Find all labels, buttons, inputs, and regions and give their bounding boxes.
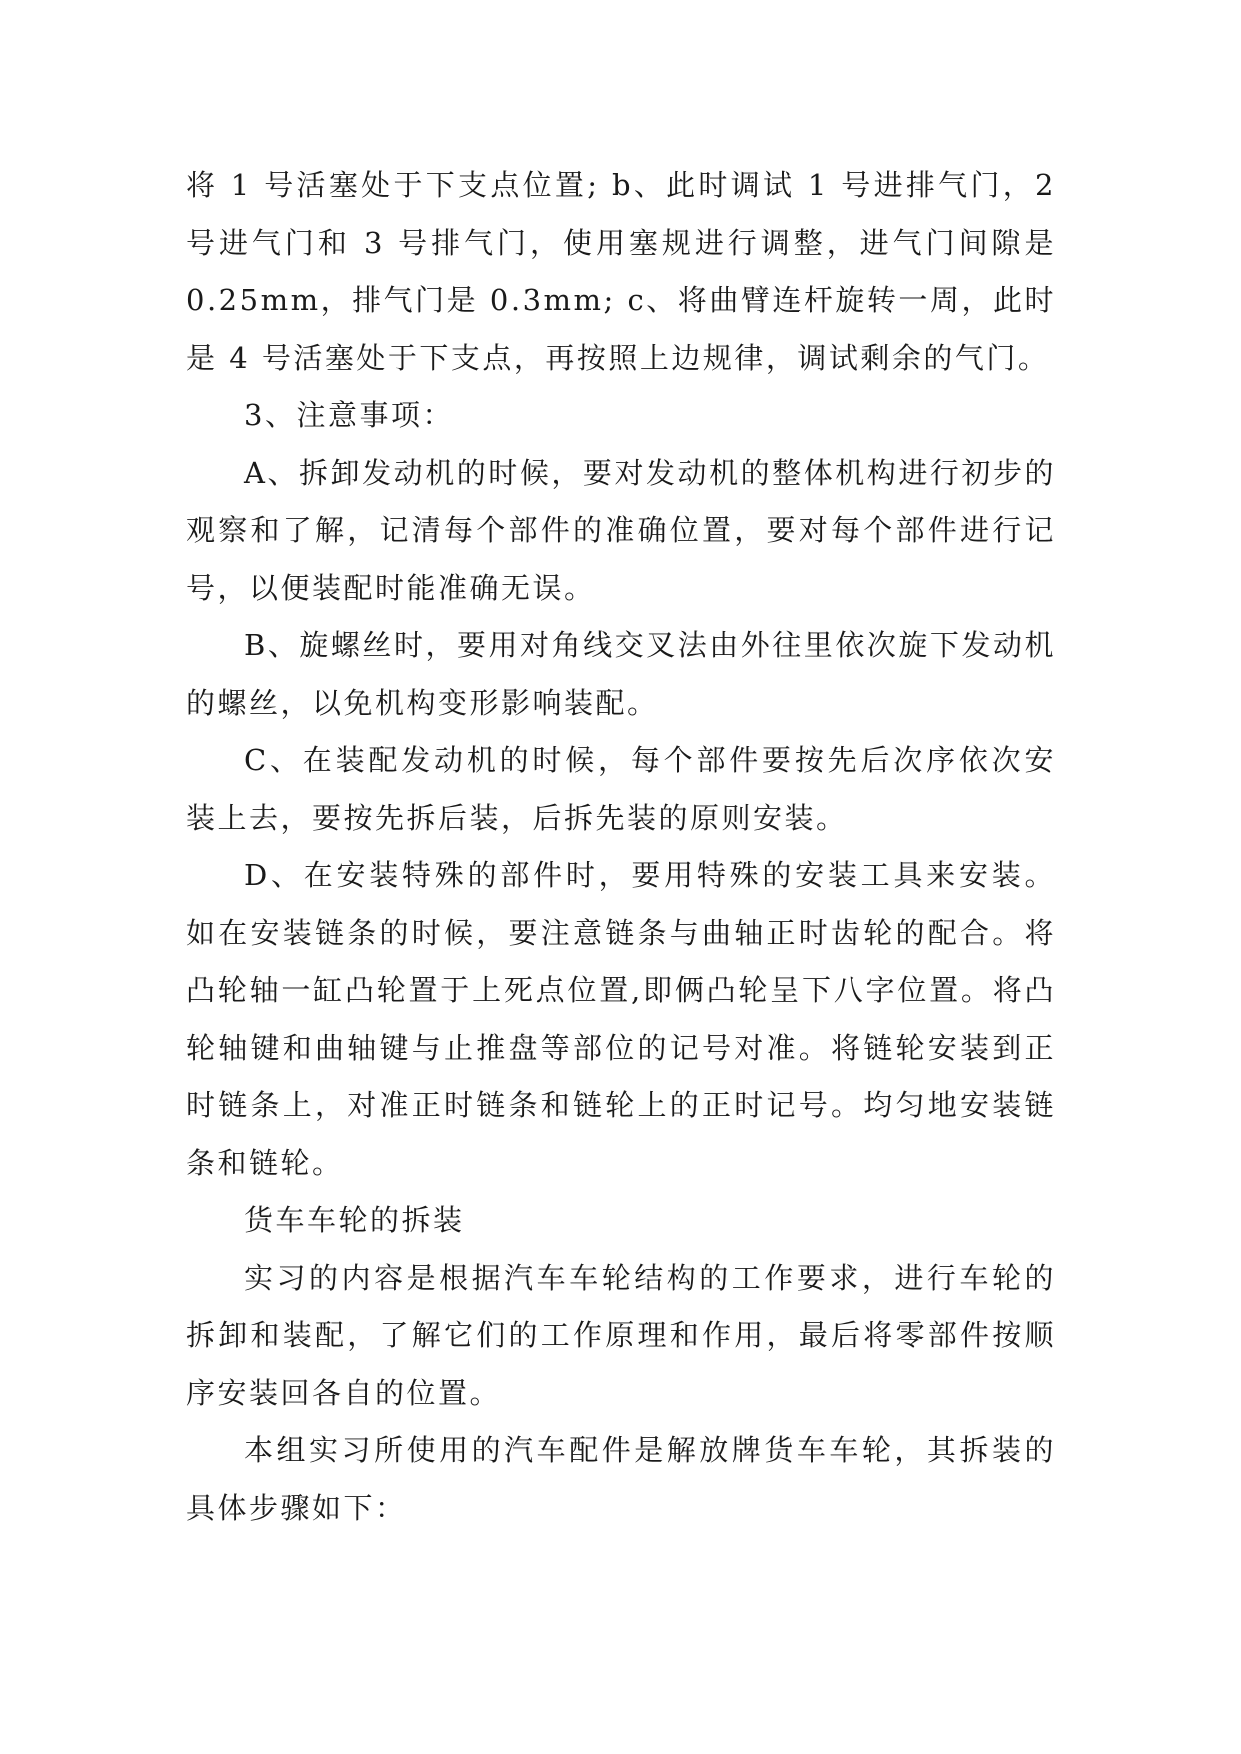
- paragraph-precaution-d: D、在安装特殊的部件时，要用特殊的安装工具来安装。如在安装链条的时候，要注意链条与曲轴正时齿轮的配合。将凸轮轴一缸凸轮置于上死点位置,即俩凸轮呈下八字位置。将凸轮轴键和曲轴键与止推盘等部位的记号对准。将链轮安装到正时链条上，对准正时链条和链轮上的正时记号。均匀地安装链条和链轮。: [186, 858, 1056, 1180]
- paragraph-valve-adjustment-continued: 将 1 号活塞处于下支点位置; b、此时调试 1 号进排气门，2 号进气门和 3 号排气门，使用塞规进行调整，进气门间隙是 0.25mm，排气门是 0.3mm; c、将曲臂连杆旋转一周，此时是 4 号活塞处于下支点，再按照上边规律，调试剩余的气门。: [186, 168, 1056, 375]
- paragraph-group-practice: 本组实习所使用的汽车配件是解放牌货车车轮，其拆装的具体步骤如下：: [186, 1433, 1056, 1525]
- heading-truck-wheel-disassembly: 货车车轮的拆装: [244, 1203, 465, 1237]
- paragraph-practice-content: 实习的内容是根据汽车车轮结构的工作要求，进行车轮的拆卸和装配，了解它们的工作原理和作用，最后将零部件按顺序安装回各自的位置。: [186, 1260, 1056, 1410]
- paragraph-precaution-a: A、拆卸发动机的时候，要对发动机的整体机构进行初步的观察和了解，记清每个部件的准确位置，要对每个部件进行记号，以便装配时能准确无误。: [186, 455, 1056, 605]
- document-body: [186, 157, 1056, 1537]
- paragraph-precaution-c: C、在装配发动机的时候，每个部件要按先后次序依次安装上去，要按先拆后装，后拆先装的原则安装。: [186, 743, 1056, 835]
- heading-precautions: 3、注意事项：: [244, 398, 454, 432]
- paragraph-precaution-b: B、旋螺丝时，要用对角线交叉法由外往里依次旋下发动机的螺丝，以免机构变形影响装配。: [186, 628, 1056, 720]
